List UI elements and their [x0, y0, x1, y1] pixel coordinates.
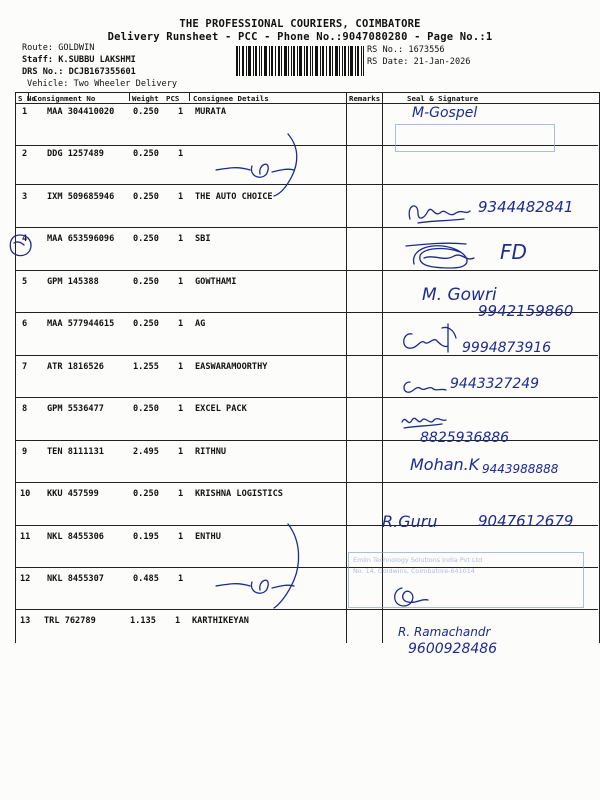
row-separator: [15, 397, 598, 398]
signature-row13-phone: 9600928486: [408, 641, 498, 657]
col-header-sno: S No: [18, 94, 36, 103]
row-consignee: KARTHIKEYAN: [192, 616, 249, 626]
signature-row10-phone: 9047612679: [478, 512, 574, 530]
route-label: Route: GOLDWIN: [22, 43, 95, 53]
row-weight: 0.250: [133, 107, 159, 117]
ditto-mark-icon: [208, 130, 318, 200]
row-pcs: 1: [175, 616, 181, 626]
row-consignment: GPM 145388: [47, 277, 99, 287]
row-sno: 6: [22, 319, 28, 329]
signature-scribble-icon: [398, 322, 460, 356]
ditto-mark-icon: [208, 520, 318, 612]
row-consignee: EASWARAMOORTHY: [195, 362, 268, 372]
drs-label: DRS No.: DCJB167355601: [22, 67, 136, 77]
company-stamp: [395, 124, 555, 152]
rs-date: RS Date: 21-Jan-2026: [367, 57, 471, 67]
row-sno: 9: [22, 447, 28, 457]
row-sno: 4: [22, 234, 28, 244]
row-consignee: RITHNU: [195, 447, 227, 457]
row-sno: 12: [20, 574, 31, 584]
row-pcs: 1: [178, 574, 184, 584]
company-title: THE PROFESSIONAL COURIERS, COIMBATORE: [179, 18, 421, 30]
row-consignee: AG: [195, 319, 206, 329]
row-consignment: MAA 653596096: [47, 234, 115, 244]
row-consignment: KKU 457599: [47, 489, 99, 499]
row-separator: [15, 440, 598, 441]
row-pcs: 1: [178, 362, 184, 372]
header-divider: [16, 103, 599, 104]
signature-scribble-icon: [388, 584, 436, 612]
row-consignee: KRISHNA LOGISTICS: [195, 489, 283, 499]
row-sno: 8: [22, 404, 28, 414]
row-weight: 0.250: [133, 192, 159, 202]
signature-scribble-icon: [404, 197, 474, 227]
row-weight: 0.250: [133, 277, 159, 287]
row-sno: 10: [20, 489, 31, 499]
row-weight: 0.485: [133, 574, 159, 584]
row-weight: 0.250: [133, 489, 159, 499]
row-consignment: DDG 1257489: [47, 149, 104, 159]
row-sno: 7: [22, 362, 28, 372]
row-consignment: MAA 304410020: [47, 107, 115, 117]
row-consignment: NKL 8455306: [47, 532, 104, 542]
col-header-consignee: Consignee Details: [193, 94, 269, 103]
signature-row1: M-Gospel: [412, 105, 478, 121]
row-sno: 5: [22, 277, 28, 287]
row-consignment: GPM 5536477: [47, 404, 104, 414]
row-weight: 0.195: [133, 532, 159, 542]
col-header-consignment: Consignment No: [33, 94, 96, 103]
row-sno: 2: [22, 149, 28, 159]
row-consignee: MURATA: [195, 107, 227, 117]
row-sno: 11: [20, 532, 31, 542]
row-separator: [15, 270, 598, 271]
runsheet-subtitle: Delivery Runsheet - PCC - Phone No.:9047080280 - Page No.:1: [107, 31, 493, 43]
signature-scribble-icon: [404, 238, 494, 274]
vehicle-label: Vehicle: Two Wheeler Delivery: [27, 79, 178, 89]
signature-scribble-icon: [400, 376, 452, 398]
col-header-pcs: PCS: [166, 94, 180, 103]
row-pcs: 1: [178, 532, 184, 542]
row-consignee: EXCEL PACK: [195, 404, 247, 414]
row-consignee: GOWTHAMI: [195, 277, 237, 287]
row-pcs: 1: [178, 192, 184, 202]
row-consignment: ATR 1816526: [47, 362, 104, 372]
row-consignment: IXM 509685946: [47, 192, 115, 202]
signature-row6-phone: 9994873916: [462, 340, 552, 356]
row-weight: 2.495: [133, 447, 159, 457]
row-consignment: MAA 577944615: [47, 319, 115, 329]
row-weight: 0.250: [133, 404, 159, 414]
row-consignee: SBI: [195, 234, 211, 244]
row-pcs: 1: [178, 489, 184, 499]
row-consignment: TEN 8111131: [47, 447, 104, 457]
col-header-signature: Seal & Signature: [407, 94, 479, 103]
col-divider: [346, 93, 347, 643]
signature-row13-name: R. Ramachandr: [398, 625, 491, 639]
row-sno: 1: [22, 107, 28, 117]
row-weight: 0.250: [133, 234, 159, 244]
row-pcs: 1: [178, 107, 184, 117]
barcode-icon: [236, 46, 364, 76]
row-consignment: TRL 762789: [44, 616, 96, 626]
signature-row7-phone: 9443327249: [450, 376, 540, 392]
row-pcs: 1: [178, 149, 184, 159]
signature-row3-phone: 9344482841: [478, 198, 574, 216]
signature-row9-name: Mohan.K: [410, 455, 480, 474]
row-sno: 13: [20, 616, 31, 626]
row-consignee: THE AUTO CHOICE: [195, 192, 273, 202]
row-weight: 1.135: [130, 616, 156, 626]
stamp-address: No. 14, Goldwins, Coimbatore-641014: [353, 567, 475, 575]
signature-row5-phone: 9942159860: [478, 302, 574, 320]
row-consignee: ENTHU: [195, 532, 221, 542]
col-header-remarks: Remarks: [349, 94, 381, 103]
stamp-company-name: Emlin Technology Solutions India Pvt Ltd: [353, 556, 483, 564]
row-weight: 0.250: [133, 319, 159, 329]
col-header-weight: Weight: [132, 94, 159, 103]
signature-row5-name: M. Gowri: [422, 285, 497, 305]
signature-row8-phone: 8825936886: [420, 430, 510, 446]
row-consignment: NKL 8455307: [47, 574, 104, 584]
row-pcs: 1: [178, 319, 184, 329]
company-stamp: [348, 552, 584, 608]
circle-scribble-icon: [8, 233, 32, 259]
rs-number: RS No.: 1673556: [367, 45, 445, 55]
row-weight: 0.250: [133, 149, 159, 159]
signature-row10-name: R.Guru: [382, 512, 438, 531]
row-separator: [15, 482, 598, 483]
col-divider: [189, 93, 190, 101]
row-sno: 3: [22, 192, 28, 202]
row-weight: 1.255: [133, 362, 159, 372]
row-pcs: 1: [178, 234, 184, 244]
row-pcs: 1: [178, 277, 184, 287]
row-separator: [15, 227, 598, 228]
signature-row9-phone: 9443988888: [482, 462, 559, 476]
signature-row4: FD: [500, 240, 527, 264]
col-divider: [129, 93, 130, 101]
row-pcs: 1: [178, 404, 184, 414]
row-pcs: 1: [178, 447, 184, 457]
staff-label: Staff: K.SUBBU LAKSHMI: [22, 55, 136, 65]
